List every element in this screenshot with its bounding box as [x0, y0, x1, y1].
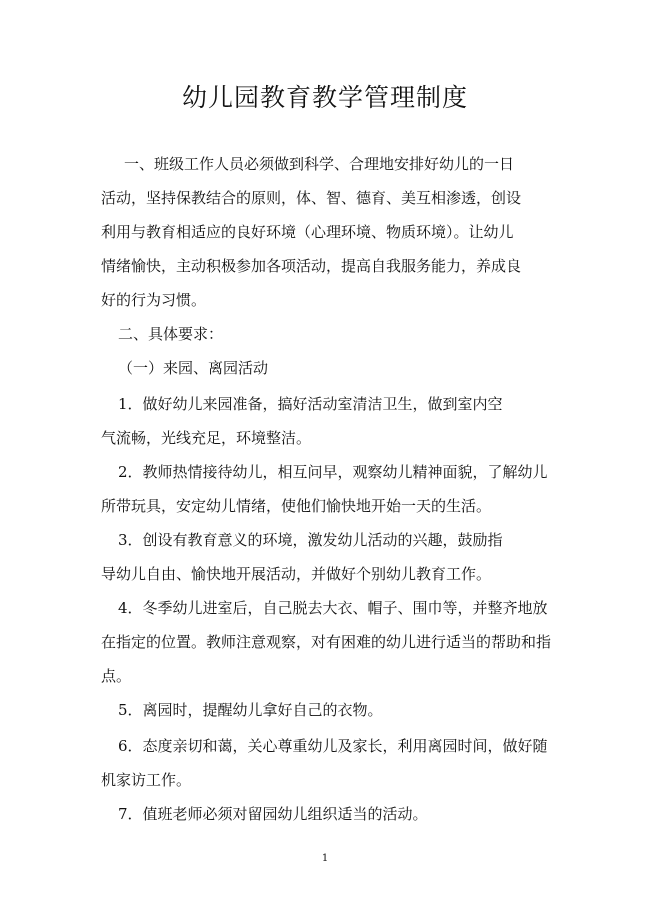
list-item-line: 导幼儿自由、愉快地开展活动，并做好个别幼儿教育工作。 [101, 565, 492, 583]
list-item-line: 气流畅，光线充足，环境整洁。 [101, 429, 312, 447]
list-item-line: 3．创设有教育意义的环境，激发幼儿活动的兴趣，鼓励指 [118, 531, 503, 549]
paragraph-line: 一、班级工作人员必须做到科学、合理地安排好幼儿的一日 [124, 155, 515, 173]
document-title: 幼儿园教育教学管理制度 [181, 83, 468, 112]
list-item-line: 2．教师热情接待幼儿，相互问早，观察幼儿精神面貌，了解幼儿 [118, 463, 548, 481]
section-heading: 二、具体要求： [118, 325, 224, 343]
subsection-heading: （一）来园、离园活动 [118, 359, 269, 377]
paragraph-line: 利用与教育相适应的良好环境（心理环境、物质环境）。让幼儿 [101, 223, 514, 241]
list-item-line: 7．值班老师必须对留园幼儿组织适当的活动。 [118, 805, 428, 823]
list-item-line: 点。 [101, 667, 132, 685]
list-item-line: 1．做好幼儿来园准备，搞好活动室清洁卫生，做到室内空 [118, 395, 503, 413]
list-item-line: 4．冬季幼儿进室后，自己脱去大衣、帽子、围巾等，并整齐地放 [118, 599, 548, 617]
list-item-line: 在指定的位置。教师注意观察，对有困难的幼儿进行适当的帮助和指 [101, 633, 552, 651]
list-item-line: 机家访工作。 [101, 771, 192, 789]
paragraph-line: 好的行为习惯。 [101, 291, 207, 309]
list-item-line: 所带玩具，安定幼儿情绪，使他们愉快地开始一天的生活。 [101, 497, 492, 515]
paragraph-line: 情绪愉快，主动积极参加各项活动，提高自我服务能力，养成良 [101, 257, 522, 275]
list-item-line: 5．离园时，提醒幼儿拿好自己的衣物。 [118, 701, 383, 719]
list-item-line: 6．态度亲切和蔼，关心尊重幼儿及家长，利用离园时间，做好随 [118, 737, 548, 755]
paragraph-line: 活动，坚持保教结合的原则，体、智、德育、美互相渗透，创设 [101, 189, 522, 207]
page-number: 1 [321, 853, 329, 864]
